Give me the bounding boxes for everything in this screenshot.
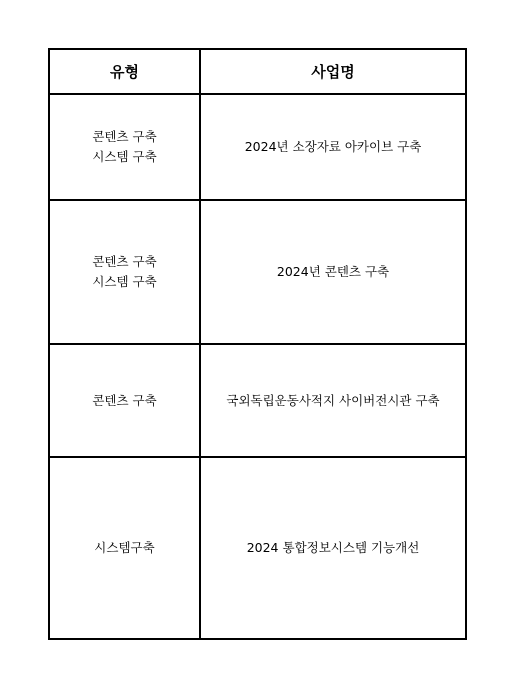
table-row (49, 457, 466, 639)
project-table (48, 48, 467, 640)
type-line: 콘텐츠 구축 (92, 129, 157, 144)
header-type: 유형 (49, 49, 200, 94)
table-row (49, 200, 466, 344)
type-line: 콘텐츠 구축 (92, 392, 157, 408)
type-line: 시스템구축 (94, 540, 155, 555)
type-cell (49, 200, 200, 344)
table-row (49, 344, 466, 457)
type-cell (49, 344, 200, 457)
type-line: 시스템 구축 (92, 274, 157, 289)
header-project-name: 사업명 (200, 49, 466, 94)
header-row (49, 49, 466, 94)
project-name-cell: 2024년 콘텐츠 구축 (200, 200, 466, 344)
type-line: 시스템 구축 (92, 149, 157, 164)
type-line: 콘텐츠 구축 (92, 254, 157, 269)
project-name-cell: 2024년 소장자료 아카이브 구축 (200, 94, 466, 200)
type-cell (49, 457, 200, 639)
table-row (49, 94, 466, 200)
project-name-cell: 2024 통합정보시스템 기능개선 (200, 457, 466, 639)
project-name-cell: 국외독립운동사적지 사이버전시관 구축 (200, 344, 466, 457)
type-cell (49, 94, 200, 200)
